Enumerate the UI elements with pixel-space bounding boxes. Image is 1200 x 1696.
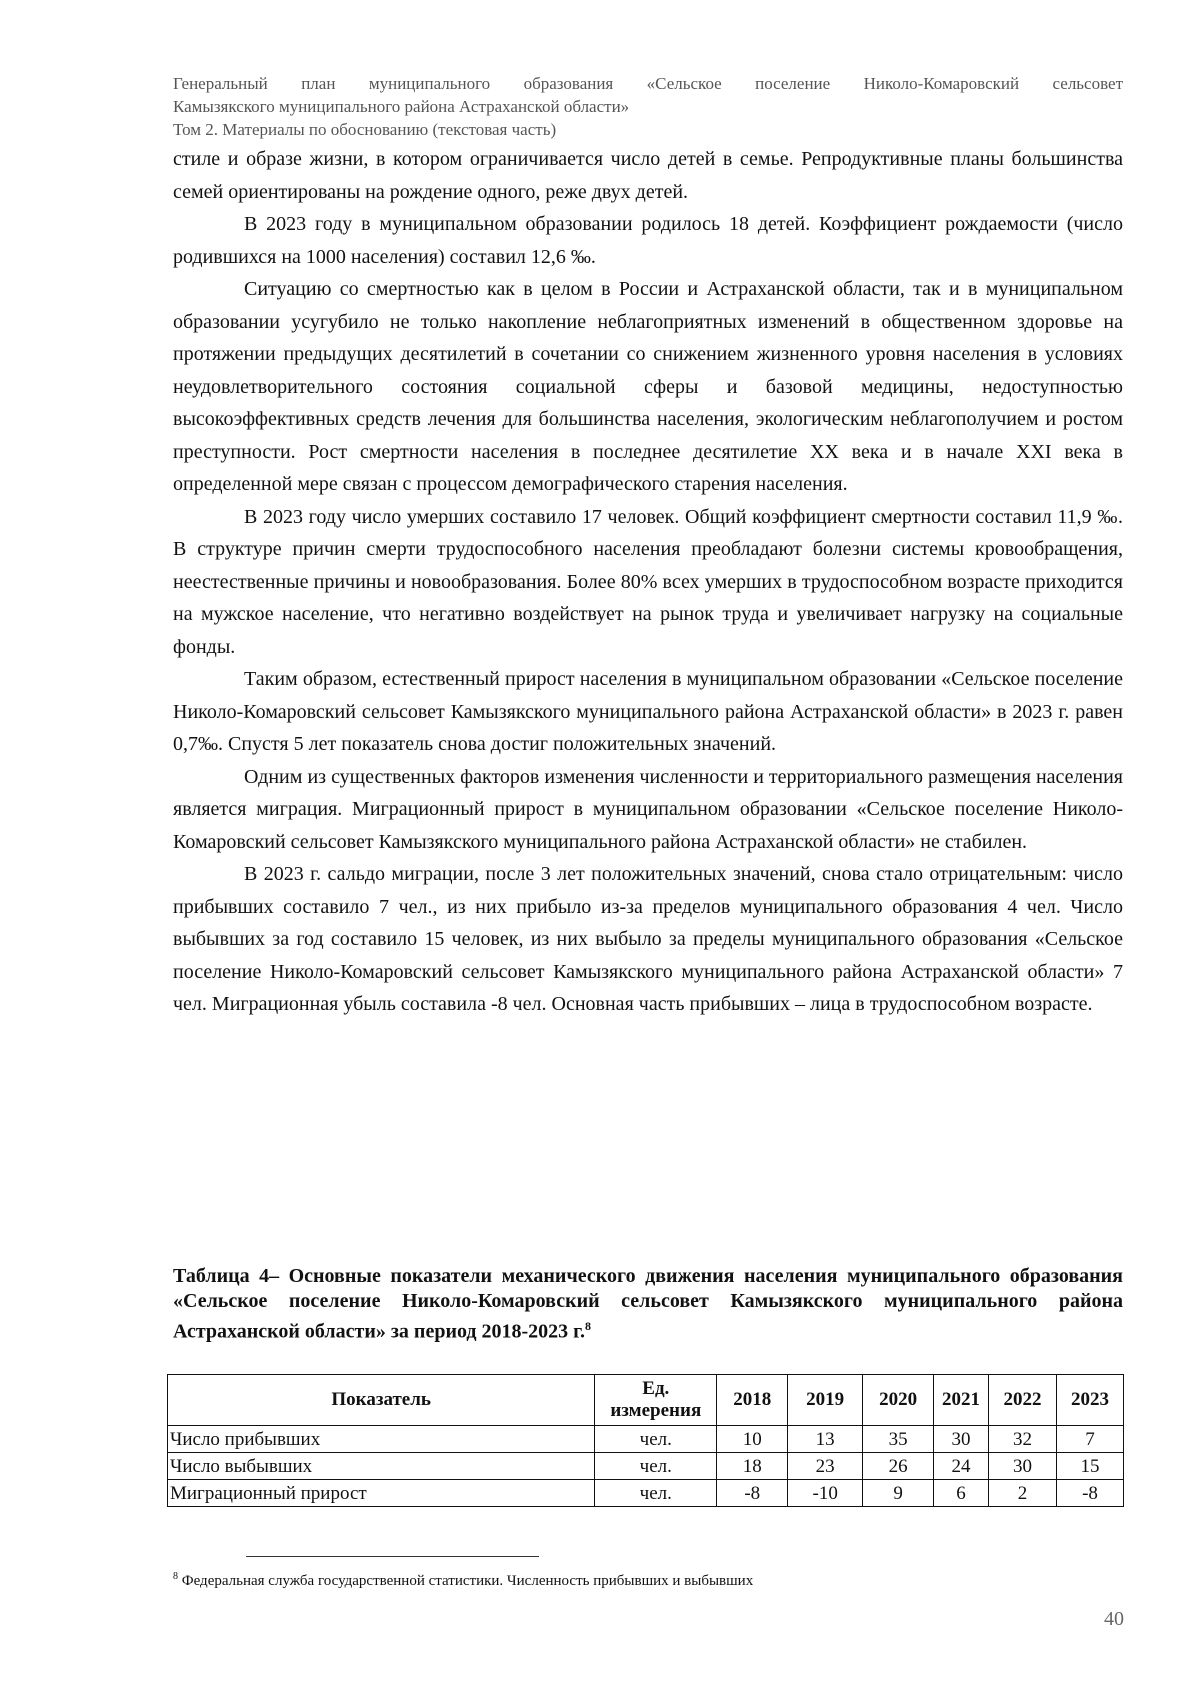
header-year-2019: 2019 xyxy=(788,1375,863,1426)
header-year-2021: 2021 xyxy=(934,1375,989,1426)
table-cell: 15 xyxy=(1056,1453,1123,1480)
table-cell: чел. xyxy=(595,1453,717,1480)
table-cell: чел. xyxy=(595,1480,717,1507)
table-row xyxy=(168,1453,1124,1480)
paragraph-7: В 2023 г. сальдо миграции, после 3 лет положительных значений, снова стало отрицательным: число прибывших составило 7 чел., из них прибыло из-за пределов муниципального образования 4 чел. Число выбывших за год составило 15 человек, из них выбыло за пределы муниципального образования «Сельское поселение Николо-Комаровский сельсовет Камызякского муниципального района Астраханской области» 7 чел. Миграционная убыль составила -8 чел. Основная часть прибывших – лица в трудоспособном возрасте. xyxy=(173,863,1123,1015)
paragraph-4: В 2023 году число умерших составило 17 человек. Общий коэффициент смертности составил 11,9 ‰. В структуре причин смерти трудоспособного населения преобладают болезни системы кровообращения, неестественные причины и новообразования. Более 80% всех умерших в трудоспособном возрасте приходится на мужское население, что негативно воздействует на рынок труда и увеличивает нагрузку на социальные фонды. xyxy=(173,505,1123,658)
body-text xyxy=(173,143,1123,1021)
footnote xyxy=(173,1566,1123,1592)
header-line-3: Том 2. Материалы по обоснованию (текстовая часть) xyxy=(173,120,557,139)
table-cell: Миграционный прирост xyxy=(168,1480,595,1507)
table-header-row xyxy=(168,1375,1124,1426)
table-cell: -8 xyxy=(1056,1480,1123,1507)
table-caption-footnote-ref: 8 xyxy=(585,1319,591,1333)
paragraph-3: Ситуацию со смертностью как в целом в России и Астраханской области, так и в муниципальном образовании усугубило не только накопление неблагоприятных изменений в общественном здоровье на протяжении предыдущих десятилетий в сочетании со снижением жизненного уровня населения в условиях неудовлетворительного состояния социальной сферы и базовой медицины, недоступностью высокоэффективных средств лечения для большинства населения, экологическим неблагополучием и ростом преступности. Рост смертности населения в последнее десятилетие XX века и в начале XXI века в определенной мере связан с процессом демографического старения населения. xyxy=(173,278,1123,495)
header-line-1: Генеральный план муниципального образования «Сельское поселение Николо-Комаровский сельсовет xyxy=(173,74,1123,93)
header-unit: Ед. измерения xyxy=(595,1375,717,1426)
paragraph-5: Таким образом, естественный прирост населения в муниципальном образовании «Сельское поселение Николо-Комаровский сельсовет Камызякского муниципального района Астраханской области» в 2023 г. равен 0,7‰. Спустя 5 лет показатель снова достиг положительных значений. xyxy=(173,668,1123,755)
header-year-2022: 2022 xyxy=(989,1375,1057,1426)
table-cell: 23 xyxy=(788,1453,863,1480)
header-year-2018: 2018 xyxy=(717,1375,788,1426)
table-cell: 13 xyxy=(788,1426,863,1453)
table-cell: -10 xyxy=(788,1480,863,1507)
footnote-separator xyxy=(246,1556,539,1557)
table-row xyxy=(168,1480,1124,1507)
table-cell: 2 xyxy=(989,1480,1057,1507)
footnote-ref: 8 xyxy=(173,1571,178,1582)
paragraph-2: В 2023 году в муниципальном образовании родилось 18 детей. Коэффициент рождаемости (число родившихся на 1000 населения) составил 12,6 ‰. xyxy=(173,213,1123,268)
header-indicator: Показатель xyxy=(168,1375,595,1426)
table-caption xyxy=(173,1264,1123,1345)
table-cell: 26 xyxy=(863,1453,934,1480)
table-cell: -8 xyxy=(717,1480,788,1507)
table-cell: 9 xyxy=(863,1480,934,1507)
page-number: 40 xyxy=(1104,1608,1124,1630)
migration-table xyxy=(167,1374,1124,1507)
footnote-text: Федеральная служба государственной статистики. Численность прибывших и выбывших xyxy=(181,1573,754,1589)
table-row xyxy=(168,1426,1124,1453)
table-cell: 30 xyxy=(934,1426,989,1453)
table-cell: 24 xyxy=(934,1453,989,1480)
table-cell: 10 xyxy=(717,1426,788,1453)
table-cell: Число прибывших xyxy=(168,1426,595,1453)
header-year-2020: 2020 xyxy=(863,1375,934,1426)
table-cell: 7 xyxy=(1056,1426,1123,1453)
paragraph-1: стиле и образе жизни, в котором ограничивается число детей в семье. Репродуктивные планы большинства семей ориентированы на рождение одного, реже двух детей. xyxy=(173,148,1123,203)
table-cell: 30 xyxy=(989,1453,1057,1480)
paragraph-6: Одним из существенных факторов изменения численности и территориального размещения населения является миграция. Миграционный прирост в муниципальном образовании «Сельское поселение Николо-Комаровский сельсовет Камызякского муниципального района Астраханской области» не стабилен. xyxy=(173,765,1123,853)
table-caption-text: Таблица 4– Основные показатели механического движения населения муниципального образования «Сельское поселение Николо-Комаровский сельсовет Камызякского муниципального района Астраханской области» за период 2018-2023 г. xyxy=(173,1265,1123,1343)
table-cell: 18 xyxy=(717,1453,788,1480)
table-cell: 35 xyxy=(863,1426,934,1453)
running-header xyxy=(173,72,1123,141)
table-cell: Число выбывших xyxy=(168,1453,595,1480)
table-cell: 32 xyxy=(989,1426,1057,1453)
header-year-2023: 2023 xyxy=(1056,1375,1123,1426)
table-cell: 6 xyxy=(934,1480,989,1507)
table-cell: чел. xyxy=(595,1426,717,1453)
header-line-2: Камызякского муниципального района Астраханской области» xyxy=(173,97,630,116)
